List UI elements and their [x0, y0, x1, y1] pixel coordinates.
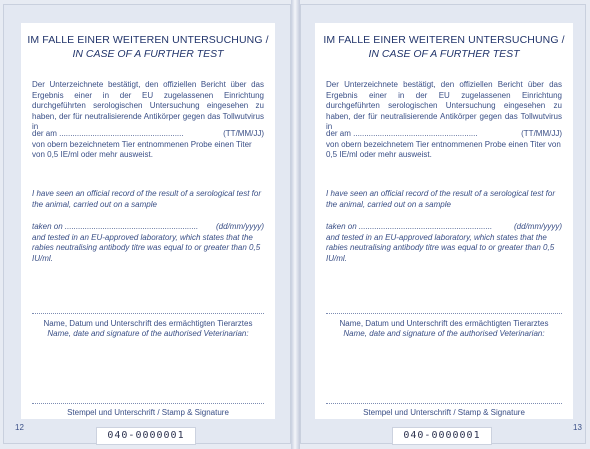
right-vet-signature-label: [315, 319, 573, 339]
left-vet-signature-label: [21, 319, 275, 339]
right-heading: IM FALLE EINER WEITEREN UNTERSUCHUNG /: [323, 34, 565, 46]
serial-number-right: 040-0000001: [392, 427, 492, 445]
right-heading-en: IN CASE OF A FURTHER TEST: [368, 48, 520, 60]
book-gutter: [291, 0, 300, 449]
right-de-date-rest: von obern bezeichnetem Tier entnommenen Probe einen Titer von 0,5 IE/ml oder mehr ausweist.: [326, 139, 561, 159]
right-stamp-label: Stempel und Unterschrift / Stamp & Signature: [363, 408, 525, 417]
left-signature-label-de: Name, Datum und Unterschrift des ermächtigten Tierarztes: [43, 319, 253, 328]
left-de-paragraph: Der Unterzeichnete bestätigt, den offiziellen Bericht über das Ergebnis einer in der EU zugelassenen Einrichtung durchgeführten serologischen Untersuchung eingesehen zu haben, der für neutralisierende Antikörper gegen das Tollwutvirus in: [32, 80, 264, 131]
left-en-date-rest: and tested in an EU-approved laboratory, which states that the rabies neutralising antibody titre was equal to or greater than 0,5 IU/ml.: [32, 232, 261, 263]
left-en-paragraph: I have seen an official record of the result of a serological test for the animal, carried out on a sample: [32, 189, 262, 209]
right-page: [300, 4, 586, 444]
left-en-date-format: (dd/mm/yyyy): [216, 222, 264, 231]
page-number-left: 12: [15, 423, 24, 432]
right-vet-signature-line[interactable]: [326, 313, 562, 314]
left-stamp-label: Stempel und Unterschrift / Stamp & Signature: [67, 408, 229, 417]
right-stamp-line[interactable]: [326, 403, 562, 404]
right-en-paragraph: I have seen an official record of the result of a serological test for the animal, carried out on a sample: [326, 189, 556, 209]
left-stamp-line[interactable]: [32, 403, 264, 404]
right-de-date-format: (TT/MM/JJ): [521, 129, 562, 138]
right-de-date-field[interactable]: der am ........................................................: [326, 129, 478, 138]
right-signature-label-de: Name, Datum und Unterschrift des ermächtigten Tierarztes: [339, 319, 549, 328]
right-en-date-block: [326, 222, 562, 264]
left-de-date-format: (TT/MM/JJ): [223, 129, 264, 138]
left-heading-en: IN CASE OF A FURTHER TEST: [72, 48, 224, 60]
right-en-date-field[interactable]: taken on ............................................................: [326, 222, 493, 231]
left-signature-label-en: Name, date and signature of the authorised Veterinarian:: [47, 329, 249, 338]
left-de-date-field[interactable]: der am ........................................................: [32, 129, 184, 138]
right-content-box: [315, 23, 573, 419]
right-signature-label-en: Name, date and signature of the authorised Veterinarian:: [343, 329, 545, 338]
left-content-box: [21, 23, 275, 419]
page-number-right: 13: [573, 423, 582, 432]
serial-number-left: 040-0000001: [96, 427, 196, 445]
right-de-paragraph: Der Unterzeichnete bestätigt, den offiziellen Bericht über das Ergebnis einer in der EU zugelassenen Einrichtung durchgeführten serologischen Untersuchung eingesehen zu haben, der für neutralisierende Antikörper gegen das Tollwutvirus in: [326, 80, 562, 131]
left-de-date-block: [32, 129, 264, 161]
left-de-date-rest: von obern bezeichnetem Tier entnommenen Probe einen Titer von 0,5 IE/ml oder mehr ausweist.: [32, 139, 252, 159]
left-en-date-field[interactable]: taken on ............................................................: [32, 222, 199, 231]
left-heading: IM FALLE EINER WEITEREN UNTERSUCHUNG /: [27, 34, 269, 46]
left-vet-signature-line[interactable]: [32, 313, 264, 314]
left-page: [3, 4, 291, 444]
right-en-date-rest: and tested in an EU-approved laboratory, which states that the rabies neutralising antibody titre was equal to or greater than 0,5 IU/ml.: [326, 232, 555, 263]
right-en-date-format: (dd/mm/yyyy): [514, 222, 562, 231]
right-de-date-block: [326, 129, 562, 161]
left-en-date-block: [32, 222, 264, 264]
